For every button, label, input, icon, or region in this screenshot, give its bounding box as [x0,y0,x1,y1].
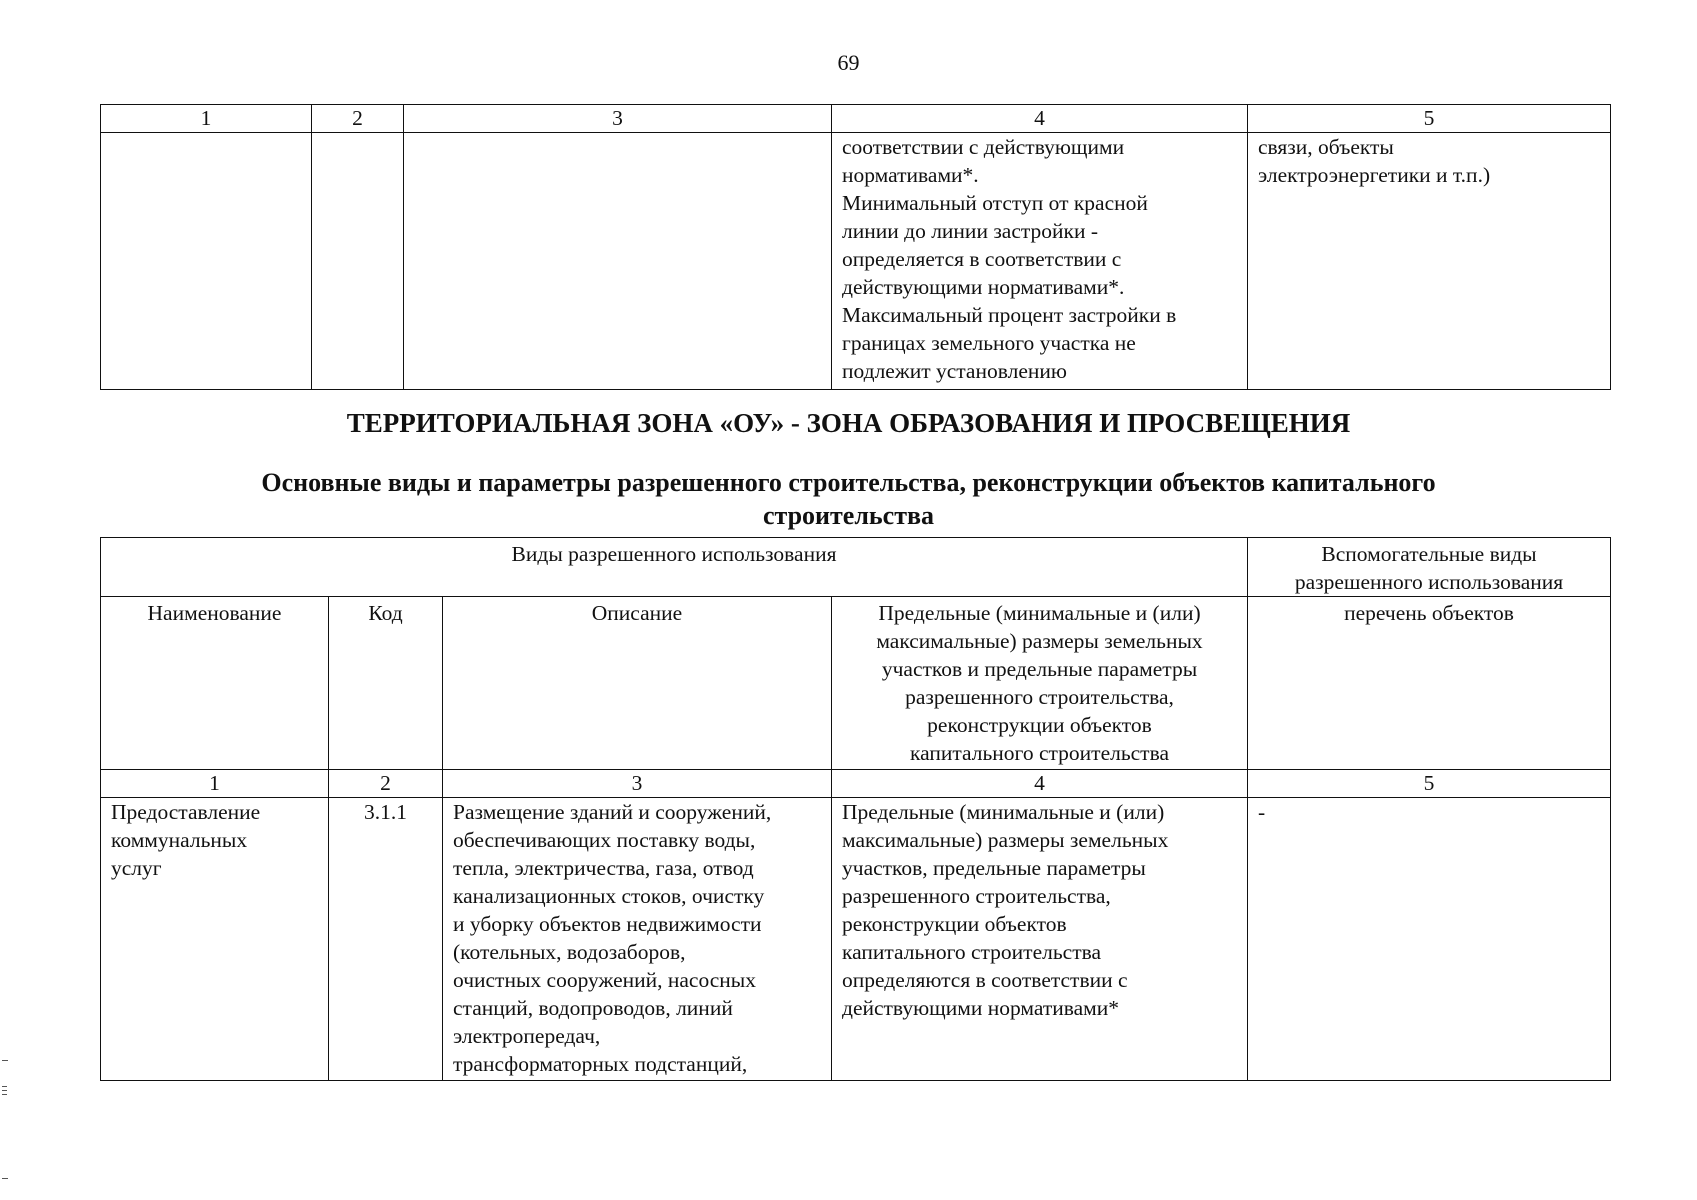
text-line: тепла, электричества, газа, отвод [453,856,754,880]
limits-text-cell [832,133,1248,390]
text-line: канализационных стоков, очистку [453,884,765,908]
text-line: разрешенного строительства, [842,884,1111,908]
section-subtitle [0,466,1697,532]
empty-cell [312,133,404,390]
scan-artifact [2,1090,7,1091]
continuation-table [100,104,1611,390]
text-line: (котельных, водозаборов, [453,940,686,964]
use-code-cell: 3.1.1 [329,798,443,1081]
column-number: 2 [312,105,404,133]
text-line: участков, предельные параметры [842,856,1146,880]
text-line: разрешенного строительства, [905,685,1174,709]
column-number: 1 [101,105,312,133]
empty-cell [404,133,832,390]
scan-artifact [2,1094,7,1095]
column-number: 4 [832,105,1248,133]
use-limits-cell [832,798,1248,1081]
table-row [101,798,1611,1081]
text-line: действующими нормативами*. [842,275,1125,299]
header-name: Наименование [101,597,329,770]
text-line: Предельные (минимальные и (или) [842,800,1165,824]
text-line: линии до линии застройки - [842,219,1099,243]
text-line: Вспомогательные виды [1321,542,1537,566]
text-line: нормативами*. [842,163,979,187]
column-number-row [101,105,1611,133]
text-line: и уборку объектов недвижимости [453,912,762,936]
use-description-cell [443,798,832,1081]
permitted-use-table [100,537,1611,1081]
group-header-row [101,538,1611,597]
text-line: Предоставление [111,800,261,824]
text-line: услуг [111,856,162,880]
header-limits [832,597,1248,770]
text-line: определяется в соответствии с [842,247,1122,271]
group-header-aux [1248,538,1611,597]
subtitle-line: Основные виды и параметры разрешенного строительства, реконструкции объектов капитального [261,468,1436,497]
text-line: Размещение зданий и сооружений, [453,800,772,824]
column-header-row [101,597,1611,770]
subtitle-line: строительства [762,501,935,530]
use-name-cell [101,798,329,1081]
scan-artifact [2,1086,7,1087]
aux-objects-cell [1248,133,1611,390]
text-line: электропередач, [453,1024,601,1048]
text-line: соответствии с действующими [842,135,1125,159]
group-header-main: Виды разрешенного использования [101,538,1248,597]
text-line: определяются в соответствии с [842,968,1128,992]
use-aux-cell: - [1248,798,1611,1081]
zone-title: ТЕРРИТОРИАЛЬНАЯ ЗОНА «ОУ» - ЗОНА ОБРАЗОВАНИЯ И ПРОСВЕЩЕНИЯ [346,408,1351,438]
text-line: границах земельного участка не [842,331,1136,355]
column-number: 4 [832,770,1248,798]
table-row [101,133,1611,390]
text-line: максимальные) размеры земельных [842,828,1169,852]
text-line: трансформаторных подстанций, [453,1052,748,1076]
text-line: реконструкции объектов [927,713,1152,737]
text-line: капитального строительства [842,940,1102,964]
text-line: максимальные) размеры земельных [876,629,1203,653]
text-line: Минимальный отступ от красной [842,191,1148,215]
column-number: 3 [404,105,832,133]
scan-artifact [2,1178,8,1179]
header-code: Код [329,597,443,770]
text-line: капитального строительства [909,741,1169,765]
text-line: связи, объекты [1258,135,1394,159]
text-line: участков и предельные параметры [881,657,1198,681]
column-number: 5 [1248,770,1611,798]
text-line: очистных сооружений, насосных [453,968,757,992]
column-number: 3 [443,770,832,798]
text-line: Максимальный процент застройки в [842,303,1177,327]
text-line: подлежит установлению [842,359,1067,383]
column-number: 5 [1248,105,1611,133]
scan-artifact [2,1060,8,1061]
text-line: действующими нормативами* [842,996,1120,1020]
text-line: обеспечивающих поставку воды, [453,828,756,852]
text-line: разрешенного использования [1294,570,1564,594]
text-line: электроэнергетики и т.п.) [1258,163,1491,187]
column-number: 2 [329,770,443,798]
column-number-row [101,770,1611,798]
text-line: станций, водопроводов, линий [453,996,733,1020]
text-line: Предельные (минимальные и (или) [878,601,1201,625]
text-line: коммунальных [111,828,248,852]
header-objects: перечень объектов [1248,597,1611,770]
column-number: 1 [101,770,329,798]
empty-cell [101,133,312,390]
page-number: 69 [837,50,860,75]
header-description: Описание [443,597,832,770]
text-line: реконструкции объектов [842,912,1067,936]
